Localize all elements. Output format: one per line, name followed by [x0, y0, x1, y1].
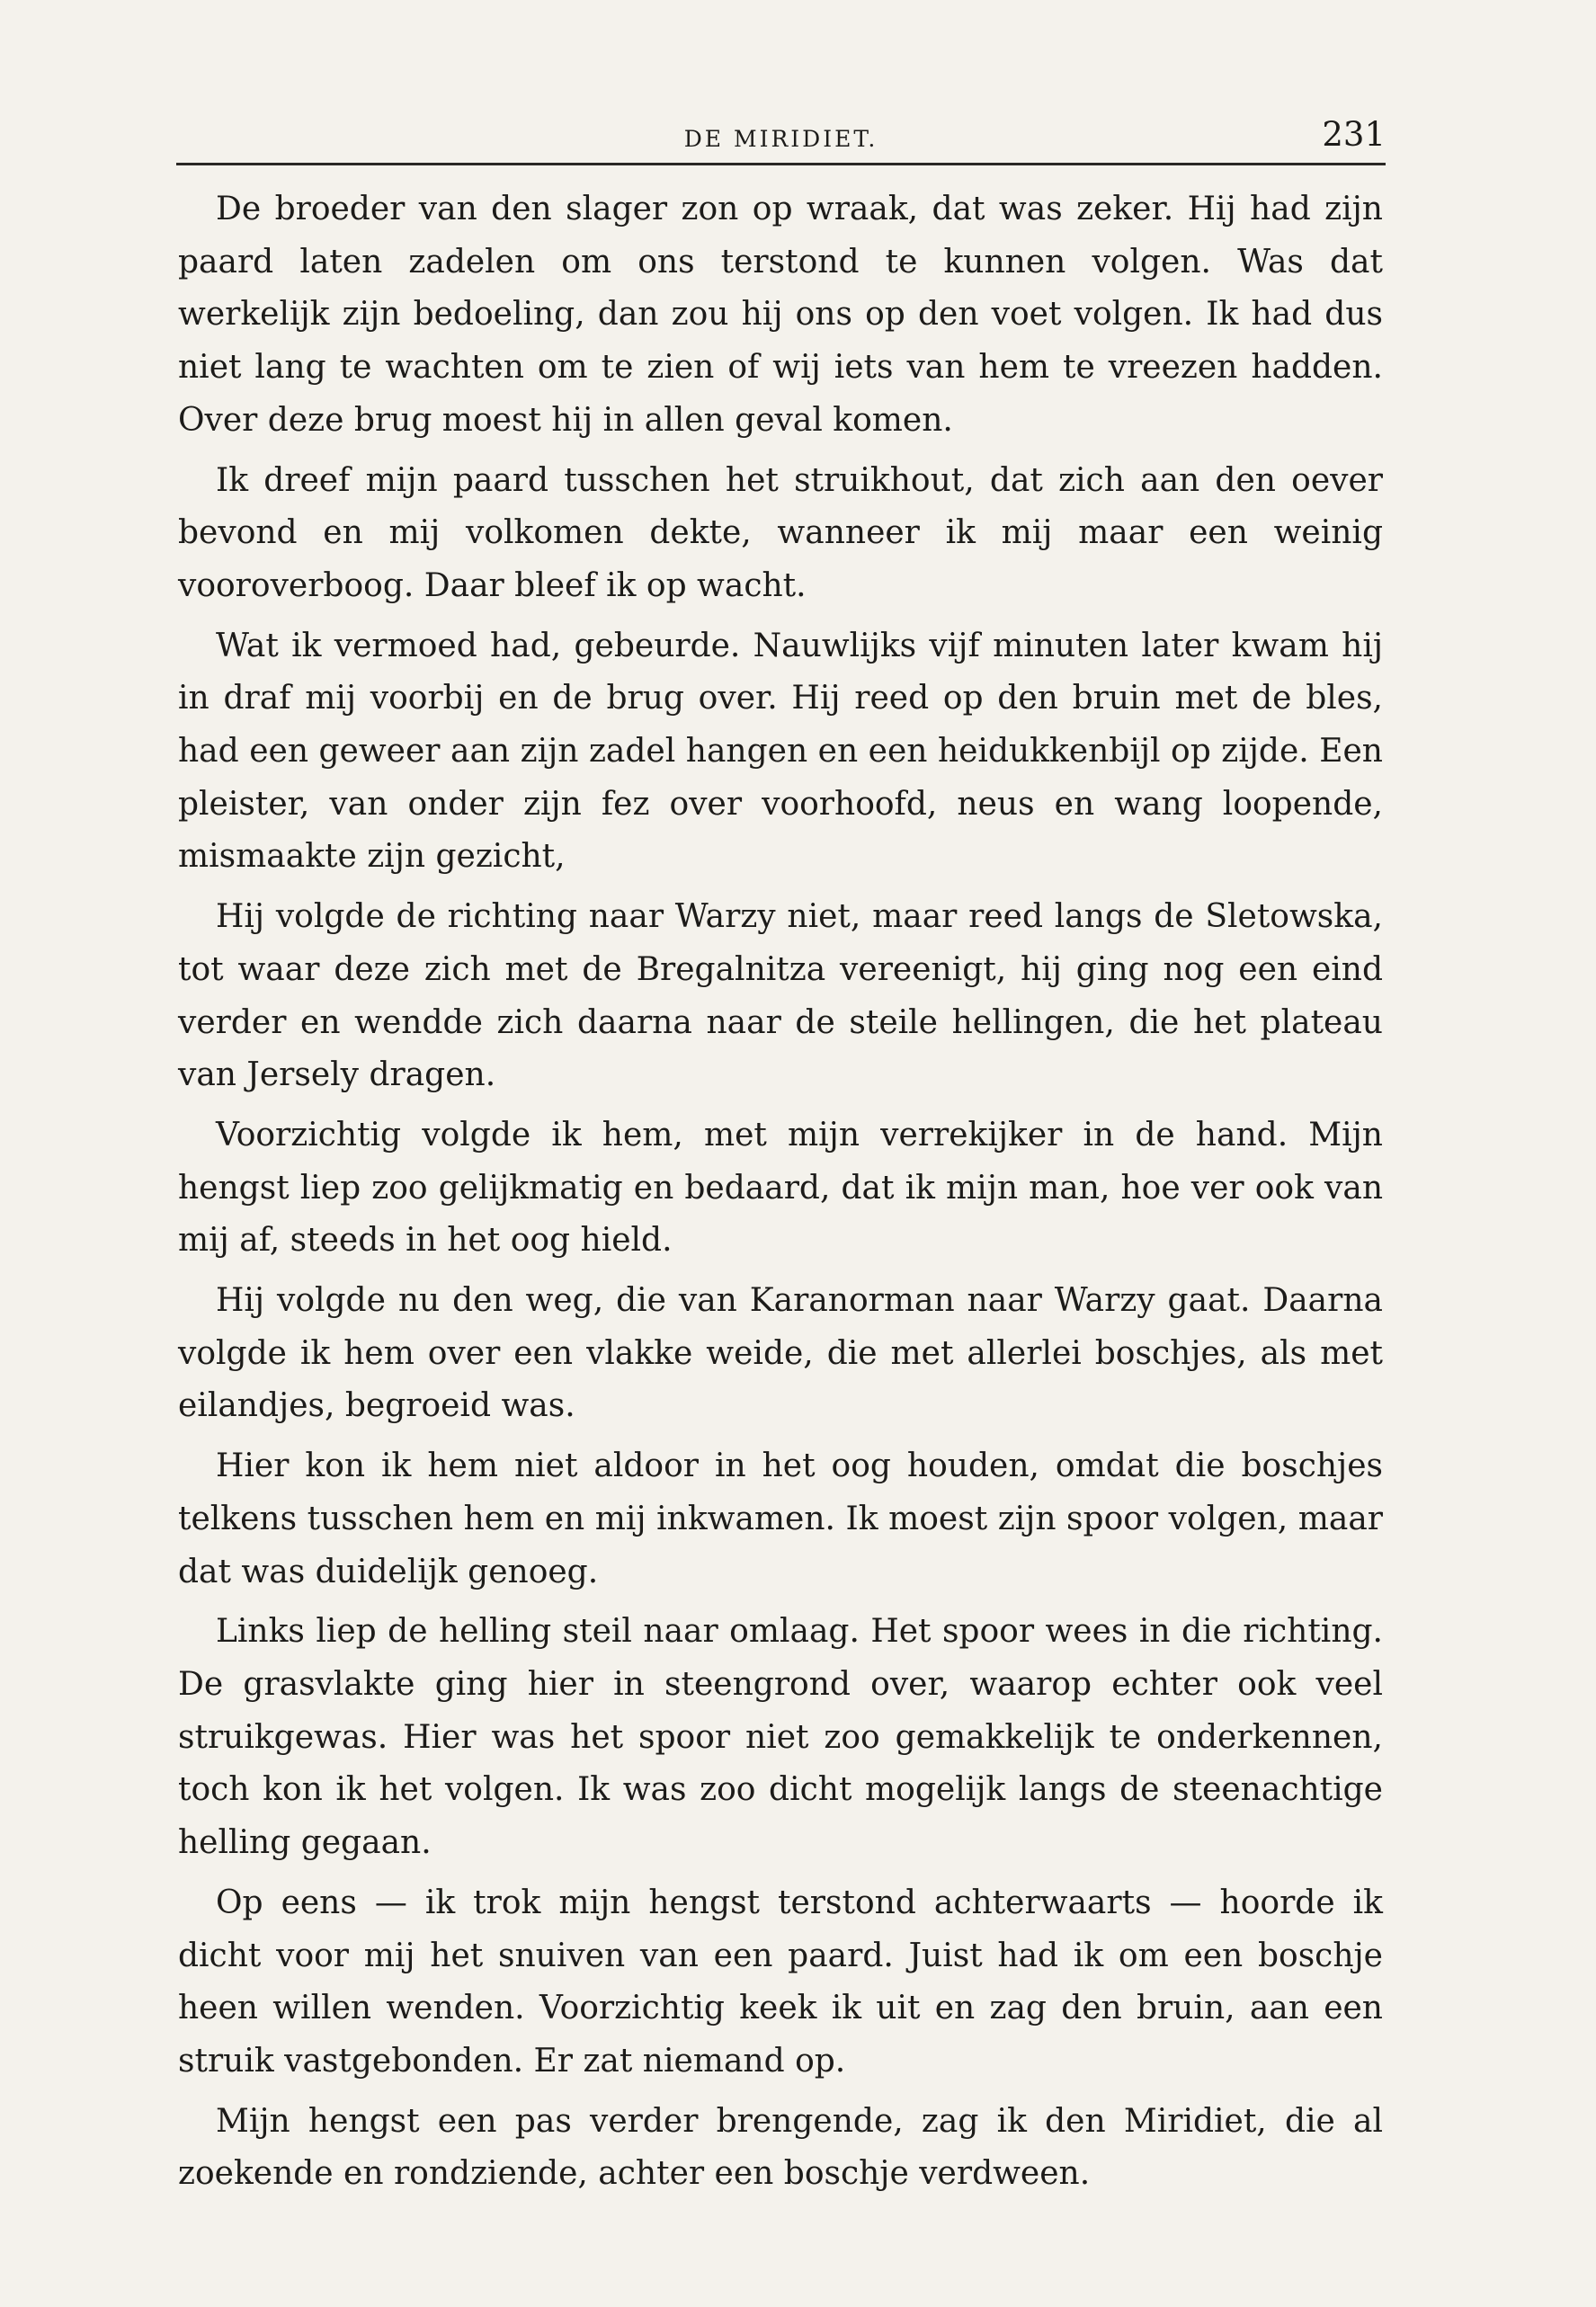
paragraph-6: Hij volgde nu den weg, die van Karanorman naar Warzy gaat. Daarna volgde ik hem over een vlakke weide, die met allerlei boschjes, als met eilandjes, begroeid was.: [178, 1282, 1383, 1425]
paragraph-9: Op eens — ik trok mijn hengst terstond achterwaarts — hoorde ik dicht voor mij het snuiven van een paard. Juist had ik om een boschje heen willen wenden. Voorzichtig keek ik uit en zag den bruin, aan een struik vastgebonden. Er zat niemand op.: [178, 1884, 1383, 2080]
paragraph-8: Links liep de helling steil naar omlaag. Het spoor wees in die richting. De grasvlakte ging hier in steengrond over, waarop echter ook veel struikgewas. Hier was het spoor niet zoo gemakkelijk te onderkennen, toch kon ik het volgen. Ik was zoo dicht mogelijk langs de steenachtige helling gegaan.: [178, 1613, 1383, 1862]
paragraph-2: Ik dreef mijn paard tusschen het struikhout, dat zich aan den oever bevond en mij volkomen dekte, wanneer ik mij maar een weinig vooroverboog. Daar bleef ik op wacht.: [178, 461, 1383, 604]
header-rule: [176, 163, 1386, 165]
paragraph-1: De broeder van den slager zon op wraak, dat was zeker. Hij had zijn paard laten zadelen om ons terstond te kunnen volgen. Was dat werkelijk zijn bedoeling, dan zou hij ons op den voet volgen. Ik had dus niet lang te wachten om te zien of wij iets van hem te vreezen hadden. Over deze brug moest hij in allen geval komen.: [178, 191, 1383, 439]
page-header: [176, 106, 1386, 169]
paragraph-5: Voorzichtig volgde ik hem, met mijn verrekijker in de hand. Mijn hengst liep zoo gelijkmatig en bedaard, dat ik mijn man, hoe ver ook van mij af, steeds in het oog hield.: [178, 1116, 1383, 1260]
paragraph-7: Hier kon ik hem niet aldoor in het oog houden, omdat die boschjes telkens tusschen hem en mij inkwamen. Ik moest zijn spoor volgen, maar dat was duidelijk genoeg.: [178, 1447, 1383, 1590]
paragraph-3: Wat ik vermoed had, gebeurde. Nauwlijks vijf minuten later kwam hij in draf mij voorbij en de brug over. Hij reed op den bruin met de bles, had een geweer aan zijn zadel hangen en een heidukkenbijl op zijde. Een pleister, van onder zijn fez over voorhoofd, neus en wang loopende, mismaakte zijn gezicht,: [178, 627, 1383, 876]
paragraph-10: Mijn hengst een pas verder brengende, zag ik den Miridiet, die al zoekende en rondziende, achter een boschje verdween.: [178, 2102, 1383, 2193]
paragraph-4: Hij volgde de richting naar Warzy niet, maar reed langs de Sletowska, tot waar deze zich met de Bregalnitza vereenigt, hij ging nog een eind verder en wendde zich daarna naar de steile hellingen, die het plateau van Jersely dragen.: [178, 898, 1383, 1094]
page-number: 231: [1322, 115, 1386, 154]
body-text: [178, 183, 1383, 2208]
running-title: DE MIRIDIET.: [683, 126, 878, 152]
